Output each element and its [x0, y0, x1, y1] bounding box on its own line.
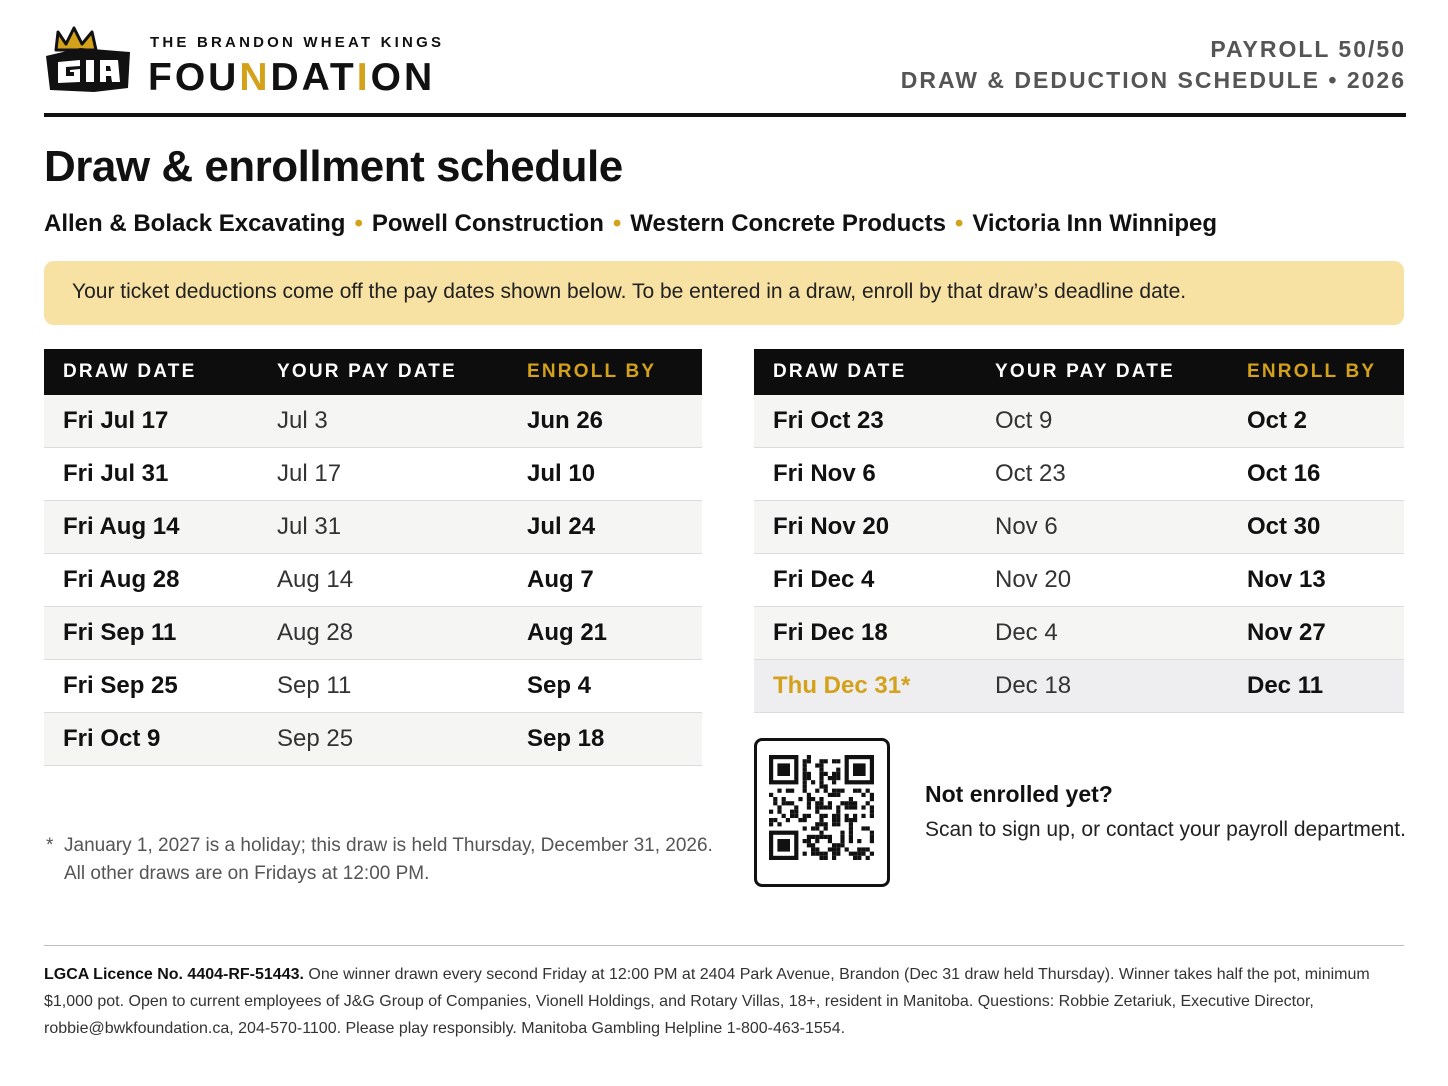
- enroll-by-date: Jul 10: [508, 448, 702, 501]
- table-row: [44, 713, 702, 766]
- bullet-separator: •: [354, 210, 363, 237]
- table-row: [754, 554, 1404, 607]
- pay-date: Jul 17: [258, 448, 508, 501]
- licence-number: LGCA Licence No. 4404-RF-51443.: [44, 966, 304, 983]
- table-row: [44, 395, 702, 448]
- pay-date: Aug 28: [258, 607, 508, 660]
- notice-text: Your ticket deductions come off the pay dates shown below. To be entered in a draw, enroll by that draw’s deadline date.: [72, 280, 1187, 303]
- draw-date: Fri Oct 23: [754, 395, 976, 448]
- qr-code-icon[interactable]: [754, 738, 890, 887]
- pay-date: Oct 9: [976, 395, 1228, 448]
- org-name-part: FOU: [148, 56, 240, 99]
- pay-date: Nov 6: [976, 501, 1228, 554]
- draw-date: Fri Aug 28: [44, 554, 258, 607]
- enroll-by-date: Aug 7: [508, 554, 702, 607]
- company-name: Allen & Bolack Excavating: [44, 210, 346, 237]
- draw-date: Fri Sep 25: [44, 660, 258, 713]
- enroll-by-date: Dec 11: [1228, 660, 1404, 713]
- document-title: [901, 34, 1406, 96]
- enroll-by-date: Aug 21: [508, 607, 702, 660]
- draw-date: Fri Nov 20: [754, 501, 976, 554]
- org-line: THE BRANDON WHEAT KINGS: [150, 34, 445, 51]
- draw-date: Fri Nov 6: [754, 448, 976, 501]
- pay-date: Sep 25: [258, 713, 508, 766]
- company-name: Western Concrete Products: [630, 210, 946, 237]
- draw-date: Fri Oct 9: [44, 713, 258, 766]
- pay-date: Dec 18: [976, 660, 1228, 713]
- schedule-page: [44, 0, 1406, 1086]
- table-row: [44, 554, 702, 607]
- schedule-table-right: [754, 349, 1404, 713]
- qr-code-graphic: [769, 755, 875, 867]
- org-name-part: ON: [370, 56, 436, 99]
- draw-date: Fri Dec 4: [754, 554, 976, 607]
- draw-date-special: Thu Dec 31*: [754, 660, 976, 713]
- column-header-pay-date: YOUR PAY DATE: [976, 349, 1228, 395]
- table-header-row: [754, 349, 1404, 395]
- footnote-line: January 1, 2027 is a holiday; this draw is held Thursday, December 31, 2026.: [64, 835, 713, 856]
- enroll-by-date: Sep 4: [508, 660, 702, 713]
- page-title: Draw & enrollment schedule: [44, 142, 623, 191]
- enroll-by-date: Nov 27: [1228, 607, 1404, 660]
- draw-date: Fri Jul 31: [44, 448, 258, 501]
- table-header-row: [44, 349, 702, 395]
- column-header-enroll-by: ENROLL BY: [508, 349, 702, 395]
- enroll-by-date: Sep 18: [508, 713, 702, 766]
- legal-text: One winner drawn every second Friday at 12:00 PM at 2404 Park Avenue, Brandon (Dec 31 draw held Thursday). Winner takes half the pot, minimum $1,000 pot. Open to current employees of J&G Group of Companies, Vionell Holdings, and Rotary Villas, 18+, resident in Manitoba. Questions: Robbie Zetariuk, Executive Director, robbie@bwkfoundation.ca, 204-570-1100. Please play responsibly. Manitoba Gambling Helpline 1-800-463-1554.: [44, 966, 1370, 1037]
- pay-date: Aug 14: [258, 554, 508, 607]
- page-header: [44, 24, 1406, 112]
- table-row: [754, 501, 1404, 554]
- org-name-part: DAT: [270, 56, 357, 99]
- cta-body: Scan to sign up, or contact your payroll department.: [925, 818, 1406, 841]
- header-divider: [44, 113, 1406, 117]
- company-name: Victoria Inn Winnipeg: [972, 210, 1218, 237]
- company-name: Powell Construction: [371, 210, 604, 237]
- table-row: [754, 448, 1404, 501]
- pay-date: Oct 23: [976, 448, 1228, 501]
- pay-date: Nov 20: [976, 554, 1228, 607]
- pay-date: Jul 3: [258, 395, 508, 448]
- cta-heading: Not enrolled yet?: [925, 781, 1113, 807]
- enroll-by-date: Oct 2: [1228, 395, 1404, 448]
- wheat-letter: I: [356, 56, 371, 99]
- pay-date: Jul 31: [258, 501, 508, 554]
- table-row: [754, 395, 1404, 448]
- table-row: [44, 448, 702, 501]
- enroll-by-date: Jun 26: [508, 395, 702, 448]
- footnote-marker: *: [46, 835, 54, 856]
- pay-date: Dec 4: [976, 607, 1228, 660]
- column-header-draw-date: DRAW DATE: [44, 349, 258, 395]
- enroll-by-date: Jul 24: [508, 501, 702, 554]
- bullet-separator: •: [612, 210, 622, 237]
- table-row: [44, 501, 702, 554]
- doc-title-line: DRAW & DEDUCTION SCHEDULE • 2026: [900, 67, 1406, 93]
- legal-fine-print: [44, 961, 1404, 1042]
- enroll-by-date: Oct 30: [1228, 501, 1404, 554]
- enroll-by-date: Oct 16: [1228, 448, 1404, 501]
- table-row-special-draw: [754, 660, 1404, 713]
- footnote-line: All other draws are on Fridays at 12:00 PM.: [64, 863, 430, 884]
- crown-logo-icon: [44, 26, 132, 96]
- draw-date: Fri Jul 17: [44, 395, 258, 448]
- column-header-draw-date: DRAW DATE: [754, 349, 976, 395]
- draw-date: Fri Sep 11: [44, 607, 258, 660]
- notice-banner: [44, 261, 1404, 325]
- table-row: [44, 660, 702, 713]
- bullet-separator: •: [954, 210, 964, 237]
- company-list: [44, 210, 1217, 238]
- wheat-letter: N: [239, 56, 271, 99]
- draw-date: Fri Dec 18: [754, 607, 976, 660]
- org-name: [148, 56, 435, 100]
- draw-date: Fri Aug 14: [44, 501, 258, 554]
- column-header-pay-date: YOUR PAY DATE: [258, 349, 508, 395]
- doc-title-line: PAYROLL 50/50: [1210, 36, 1406, 62]
- schedule-table-left: [44, 349, 702, 766]
- table-row: [44, 607, 702, 660]
- holiday-footnote: [44, 832, 713, 888]
- column-header-enroll-by: ENROLL BY: [1228, 349, 1404, 395]
- pay-date: Sep 11: [258, 660, 508, 713]
- footer-divider: [44, 945, 1404, 946]
- table-row: [754, 607, 1404, 660]
- enroll-by-date: Nov 13: [1228, 554, 1404, 607]
